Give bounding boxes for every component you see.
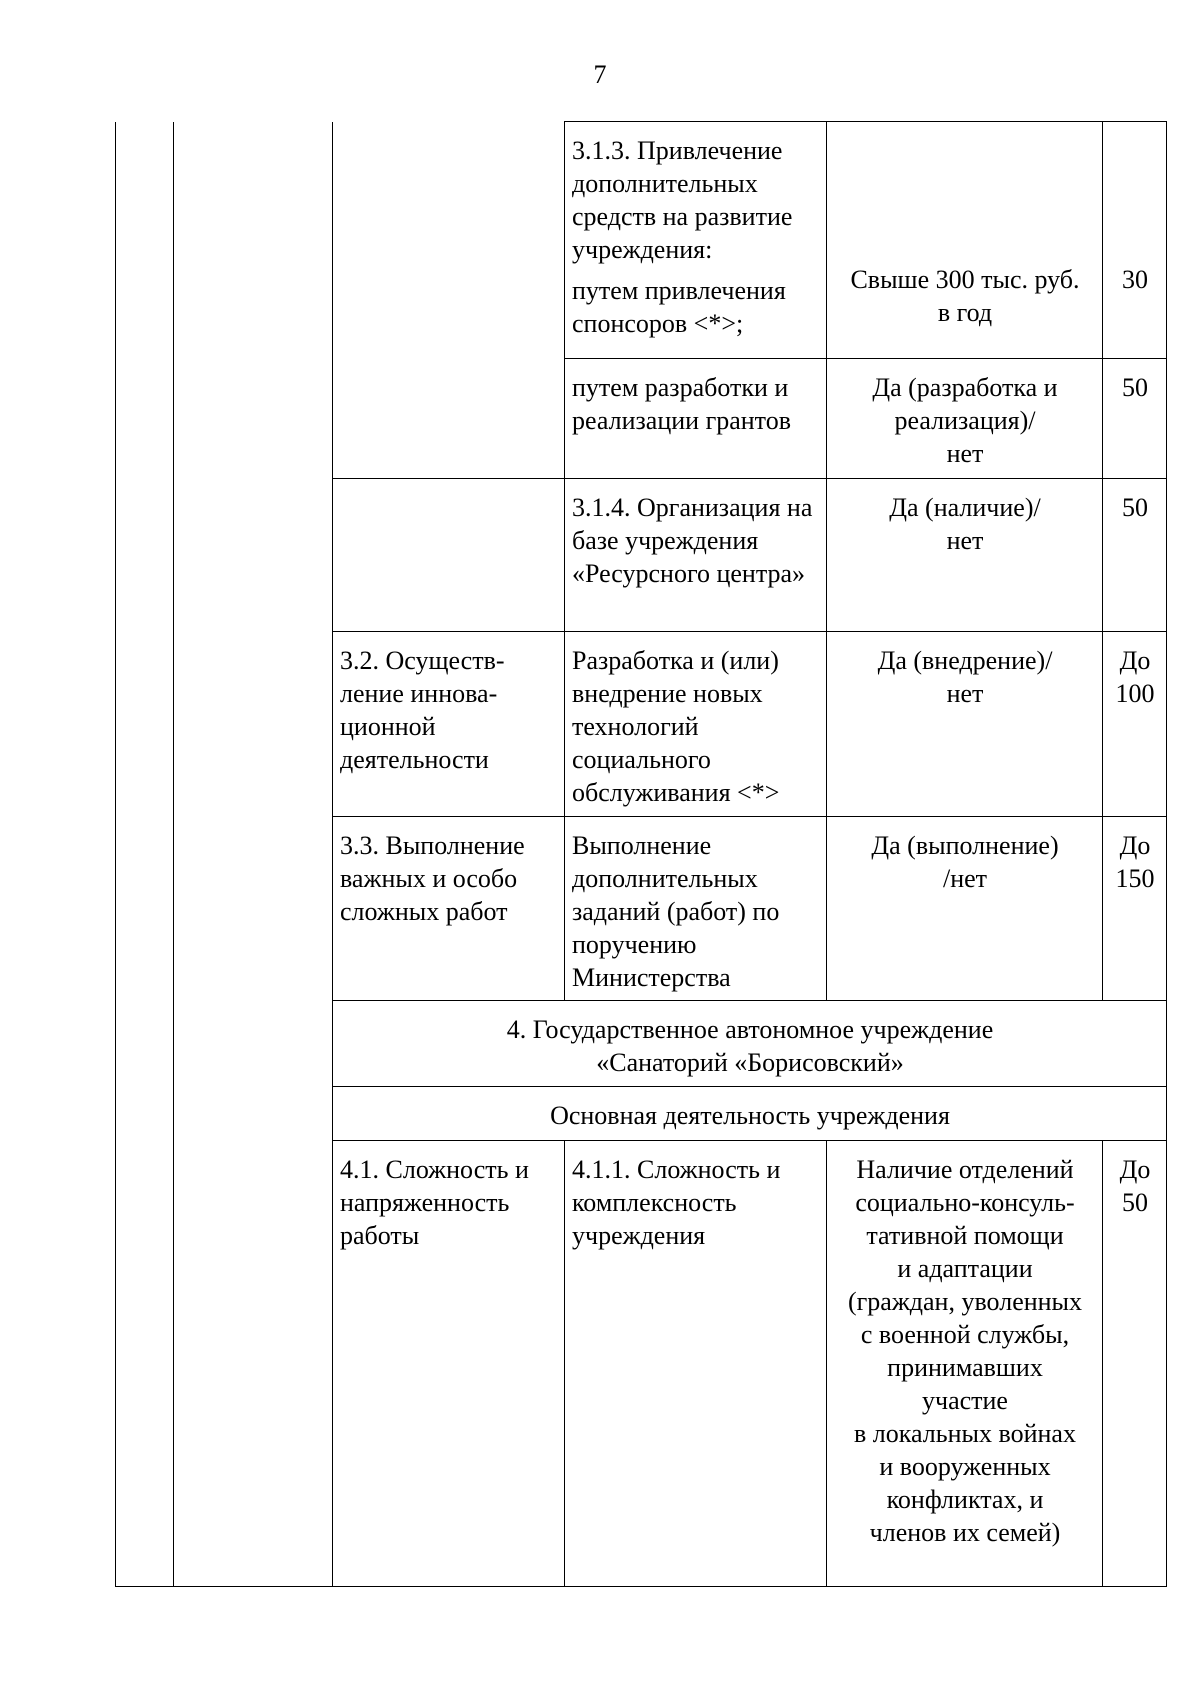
cell-criterion bbox=[565, 122, 827, 359]
value-line: нет bbox=[946, 526, 984, 555]
cell-indicator-blank bbox=[333, 122, 565, 359]
cell-indicator: 3.2. Осуществ-ление иннова-ционной деятельности bbox=[333, 632, 565, 817]
cell-criterion: 4.1.1. Сложность и комплексность учреждения bbox=[565, 1141, 827, 1587]
section-subtitle: Основная деятельность учреждения bbox=[333, 1087, 1167, 1141]
cell-indicator: 3.3. Выполнение важных и особо сложных работ bbox=[333, 817, 565, 1001]
table-row-section-4 bbox=[116, 1001, 1167, 1087]
cell-number-blank bbox=[116, 1001, 174, 1087]
value-line: Да (разработка и bbox=[872, 373, 1058, 402]
value-line: Свыше 300 тыс. руб. bbox=[850, 265, 1080, 294]
table-row-section-4-subtitle bbox=[116, 1087, 1167, 1141]
points-line: 100 bbox=[1115, 679, 1155, 708]
cell-points bbox=[1103, 817, 1167, 1001]
value-line: нет bbox=[946, 439, 984, 468]
cell-kind-blank bbox=[174, 359, 333, 479]
value-line: реализация)/ bbox=[894, 406, 1036, 435]
value-line: и адаптации bbox=[897, 1254, 1033, 1283]
points-line: До bbox=[1119, 1155, 1151, 1184]
cell-value bbox=[827, 122, 1103, 359]
section-title bbox=[333, 1001, 1167, 1087]
criterion-title: 3.1.3. Привлечение дополнительных средств на развитие учреждения: bbox=[572, 136, 793, 264]
table-row-3-2 bbox=[116, 632, 1167, 817]
value-line: Да (наличие)/ bbox=[889, 493, 1041, 522]
cell-value bbox=[827, 359, 1103, 479]
table-row-grants bbox=[116, 359, 1167, 479]
value-line: принимавших bbox=[887, 1353, 1043, 1382]
table-row-3-3 bbox=[116, 817, 1167, 1001]
value-line: социально-консуль- bbox=[855, 1188, 1075, 1217]
value-line: конфликтах, и bbox=[886, 1485, 1044, 1514]
cell-criterion: Разработка и (или) внедрение новых технологий социального обслуживания <*> bbox=[565, 632, 827, 817]
criterion-sub: путем привлечения спонсоров <*>; bbox=[572, 276, 786, 338]
value-line: нет bbox=[946, 679, 984, 708]
cell-value bbox=[827, 817, 1103, 1001]
value-line: и вооруженных bbox=[879, 1452, 1051, 1481]
cell-points bbox=[1103, 1141, 1167, 1587]
cell-points bbox=[1103, 632, 1167, 817]
cell-number-blank bbox=[116, 122, 174, 359]
cell-number-blank bbox=[116, 817, 174, 1001]
value-line: с военной службы, bbox=[860, 1320, 1070, 1349]
table-row-4-1-1 bbox=[116, 1141, 1167, 1587]
value-line: /нет bbox=[942, 864, 988, 893]
cell-kind-blank bbox=[174, 479, 333, 632]
cell-number-blank bbox=[116, 1141, 174, 1587]
cell-criterion: Выполнение дополнительных заданий (работ) по поручению Министерства bbox=[565, 817, 827, 1001]
value-line: в год bbox=[937, 298, 993, 327]
cell-number-blank bbox=[116, 632, 174, 817]
value-line: в локальных войнах bbox=[854, 1419, 1076, 1448]
cell-indicator: 4.1. Сложность и напряженность работы bbox=[333, 1141, 565, 1587]
cell-criterion: 3.1.4. Организация на базе учреждения «Ресурсного центра» bbox=[565, 479, 827, 632]
points-value: 30 bbox=[1122, 265, 1148, 294]
value-line: членов их семей) bbox=[869, 1518, 1061, 1547]
cell-points: 50 bbox=[1103, 479, 1167, 632]
cell-kind-blank bbox=[174, 817, 333, 1001]
table-row-3-1-4 bbox=[116, 479, 1167, 632]
cell-kind-blank bbox=[174, 1141, 333, 1587]
cell-kind-blank bbox=[174, 632, 333, 817]
cell-kind-blank bbox=[174, 1087, 333, 1141]
value-line: участие bbox=[922, 1386, 1008, 1415]
cell-kind-blank bbox=[174, 122, 333, 359]
section-title-line: 4. Государственное автономное учреждение bbox=[506, 1015, 994, 1044]
cell-number-blank bbox=[116, 359, 174, 479]
table-row-3-1-3 bbox=[116, 122, 1167, 359]
cell-number-blank bbox=[116, 1087, 174, 1141]
section-title-line: «Санаторий «Борисовский» bbox=[596, 1048, 904, 1077]
cell-value bbox=[827, 479, 1103, 632]
cell-kind-blank bbox=[174, 1001, 333, 1087]
value-line: Да (выполнение) bbox=[871, 831, 1059, 860]
points-line: До bbox=[1119, 646, 1151, 675]
points-line: До bbox=[1119, 831, 1151, 860]
value-line: (граждан, уволенных bbox=[847, 1287, 1083, 1316]
cell-indicator-blank bbox=[333, 359, 565, 479]
value-line: тативной помощи bbox=[866, 1221, 1064, 1250]
cell-value bbox=[827, 632, 1103, 817]
cell-points bbox=[1103, 122, 1167, 359]
cell-criterion: путем разработки и реализации грантов bbox=[565, 359, 827, 479]
cell-indicator-blank bbox=[333, 479, 565, 632]
criteria-table bbox=[115, 121, 1167, 1587]
points-line: 50 bbox=[1122, 1188, 1148, 1217]
value-line: Наличие отделений bbox=[856, 1155, 1074, 1184]
value-line: Да (внедрение)/ bbox=[877, 646, 1053, 675]
points-line: 150 bbox=[1115, 864, 1155, 893]
cell-value bbox=[827, 1141, 1103, 1587]
page-number: 7 bbox=[593, 60, 607, 89]
cell-number-blank bbox=[116, 479, 174, 632]
cell-points: 50 bbox=[1103, 359, 1167, 479]
